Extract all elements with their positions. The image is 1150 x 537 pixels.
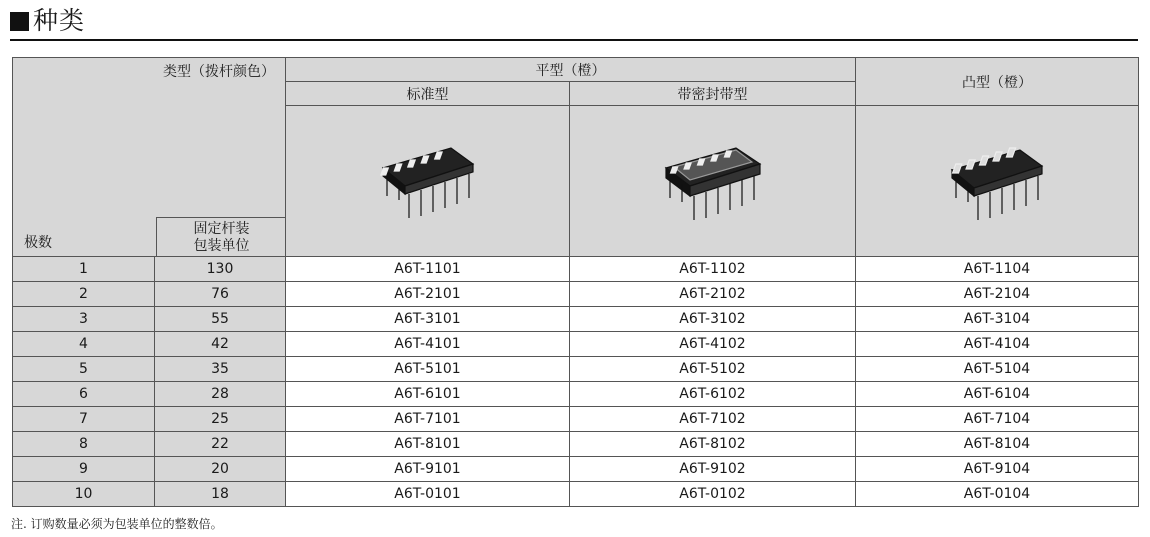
- poles-cell: 10: [13, 482, 155, 507]
- model-standard-cell: A6T-9101: [286, 457, 570, 482]
- model-raised-cell: A6T-8104: [856, 432, 1139, 457]
- title-underline: [10, 39, 1138, 41]
- model-raised-cell: A6T-4104: [856, 332, 1139, 357]
- table-row: [13, 457, 1139, 482]
- table-row: [13, 257, 1139, 282]
- table-row: [13, 357, 1139, 382]
- table-row: [13, 382, 1139, 407]
- model-raised-cell: A6T-5104: [856, 357, 1139, 382]
- model-standard-cell: A6T-7101: [286, 407, 570, 432]
- model-sealed-cell: A6T-4102: [570, 332, 856, 357]
- section-title: [10, 4, 85, 38]
- type-lever-color-label: 类型（拨杆颜色）: [163, 64, 275, 80]
- dip-switch-flat-sealed-icon: [658, 136, 768, 226]
- model-sealed-cell: A6T-2102: [570, 282, 856, 307]
- black-square-icon: [10, 12, 29, 31]
- model-standard-cell: A6T-2101: [286, 282, 570, 307]
- model-raised-cell: A6T-3104: [856, 307, 1139, 332]
- model-sealed-cell: A6T-3102: [570, 307, 856, 332]
- packing-unit-label-line1: 固定杆装: [193, 221, 250, 237]
- model-sealed-cell: A6T-9102: [570, 457, 856, 482]
- model-standard-cell: A6T-8101: [286, 432, 570, 457]
- model-standard-cell: A6T-3101: [286, 307, 570, 332]
- model-standard-cell: A6T-1101: [286, 257, 570, 282]
- product-image-cell-raised: [856, 106, 1139, 257]
- table-row: [13, 482, 1139, 507]
- model-raised-cell: A6T-0104: [856, 482, 1139, 507]
- packing-unit-cell: 55: [155, 307, 286, 332]
- poles-label: 极数: [24, 235, 52, 251]
- table-row: [13, 407, 1139, 432]
- packing-unit-label-line2: 包装单位: [193, 238, 250, 254]
- model-sealed-cell: A6T-6102: [570, 382, 856, 407]
- model-raised-cell: A6T-2104: [856, 282, 1139, 307]
- poles-cell: 5: [13, 357, 155, 382]
- packing-unit-cell: 22: [155, 432, 286, 457]
- poles-cell: 7: [13, 407, 155, 432]
- product-image-cell-standard: [286, 106, 570, 257]
- model-standard-cell: A6T-0101: [286, 482, 570, 507]
- model-sealed-cell: A6T-7102: [570, 407, 856, 432]
- model-raised-cell: A6T-7104: [856, 407, 1139, 432]
- product-image-cell-sealed: [570, 106, 856, 257]
- standard-type-header: 标准型: [286, 82, 570, 106]
- sealed-type-header: 带密封带型: [570, 82, 856, 106]
- packing-unit-cell: 25: [155, 407, 286, 432]
- raised-type-header: 凸型（橙）: [856, 58, 1139, 106]
- packing-unit-cell: 35: [155, 357, 286, 382]
- flat-type-group-header: 平型（橙）: [286, 58, 856, 82]
- model-sealed-cell: A6T-1102: [570, 257, 856, 282]
- packing-unit-cell: 130: [155, 257, 286, 282]
- poles-cell: 9: [13, 457, 155, 482]
- packing-unit-cell: 28: [155, 382, 286, 407]
- product-types-table: [12, 57, 1139, 507]
- poles-cell: 4: [13, 332, 155, 357]
- model-sealed-cell: A6T-5102: [570, 357, 856, 382]
- table-row: [13, 307, 1139, 332]
- dip-switch-flat-standard-icon: [373, 136, 483, 226]
- model-standard-cell: A6T-6101: [286, 382, 570, 407]
- model-raised-cell: A6T-6104: [856, 382, 1139, 407]
- model-standard-cell: A6T-4101: [286, 332, 570, 357]
- table-row: [13, 282, 1139, 307]
- packing-unit-cell: 76: [155, 282, 286, 307]
- model-sealed-cell: A6T-8102: [570, 432, 856, 457]
- poles-cell: 8: [13, 432, 155, 457]
- poles-cell: 1: [13, 257, 155, 282]
- model-raised-cell: A6T-9104: [856, 457, 1139, 482]
- packing-unit-cell: 42: [155, 332, 286, 357]
- poles-cell: 3: [13, 307, 155, 332]
- packing-unit-cell: 18: [155, 482, 286, 507]
- poles-cell: 6: [13, 382, 155, 407]
- poles-cell: 2: [13, 282, 155, 307]
- dip-switch-raised-icon: [942, 136, 1052, 226]
- model-raised-cell: A6T-1104: [856, 257, 1139, 282]
- model-sealed-cell: A6T-0102: [570, 482, 856, 507]
- packing-unit-cell: 20: [155, 457, 286, 482]
- order-quantity-note: 注. 订购数量必须为包装单位的整数倍。: [11, 517, 223, 531]
- section-title-text: 种类: [33, 6, 86, 35]
- packing-unit-header: [156, 217, 286, 257]
- table-row: [13, 332, 1139, 357]
- table-row: [13, 432, 1139, 457]
- table-corner-header: [13, 58, 286, 257]
- model-standard-cell: A6T-5101: [286, 357, 570, 382]
